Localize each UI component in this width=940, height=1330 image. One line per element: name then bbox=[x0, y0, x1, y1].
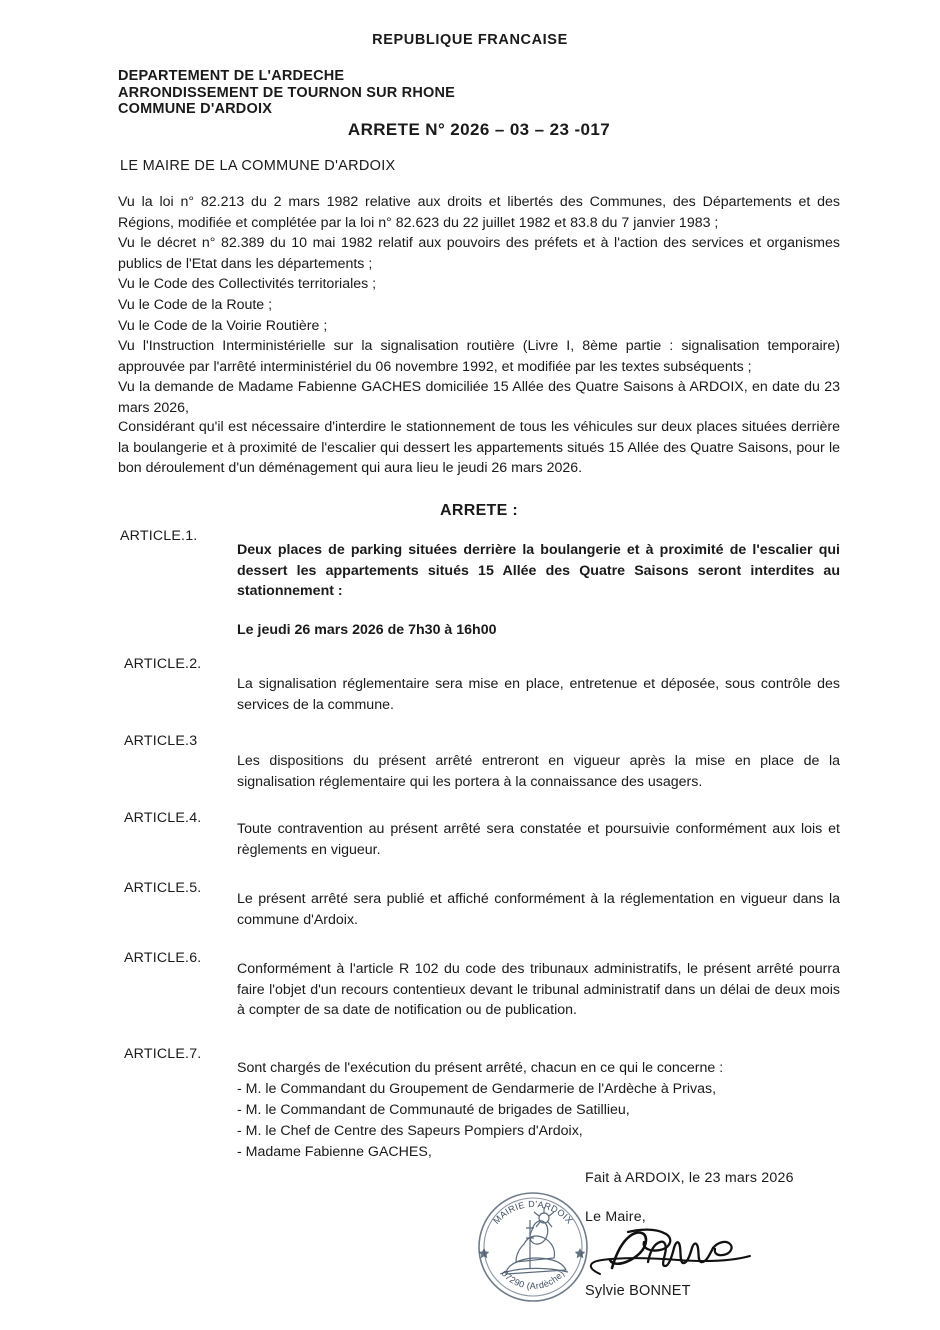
commune-line: COMMUNE D'ARDOIX bbox=[118, 101, 273, 117]
place-and-date: Fait à ARDOIX, le 23 mars 2026 bbox=[585, 1170, 794, 1186]
arrete-number: ARRETE N° 2026 – 03 – 23 -017 bbox=[347, 120, 611, 139]
visa-line-6: Vu l'Instruction Interministérielle sur la signalisation routière (Livre I, 8ème partie : signalisation temporaire) approuvée par l'arrêté interministériel du 06 novembre 1992, et modifiée par les textes subséquents ; bbox=[118, 338, 840, 375]
article-label-5: ARTICLE.5. bbox=[124, 880, 202, 896]
article-label-3: ARTICLE.3 bbox=[124, 733, 198, 749]
stamp-emblem bbox=[500, 1207, 568, 1274]
republic-heading: REPUBLIQUE FRANCAISE bbox=[372, 32, 568, 48]
visa-line-4: Vu le Code de la Route ; bbox=[118, 296, 273, 313]
article-label-1: ARTICLE.1. bbox=[120, 528, 198, 544]
article-recipient-1: - M. le Commandant du Groupement de Gendarmerie de l'Ardèche à Privas, bbox=[237, 1081, 717, 1097]
article-body-1: Deux places de parking situées derrière la boulangerie et à proximité de l'escalier qui dessert les appartements situés 15 Allée des Quatre Saisons seront interdites au stationnement : bbox=[237, 542, 840, 600]
article-schedule-1: Le jeudi 26 mars 2026 de 7h30 à 16h00 bbox=[237, 622, 497, 638]
issuing-authority: LE MAIRE DE LA COMMUNE D'ARDOIX bbox=[120, 158, 396, 174]
handwritten-signature bbox=[582, 1218, 772, 1288]
article-label-2: ARTICLE.2. bbox=[124, 656, 202, 672]
stamp-bottom-text: 07290 (Ardèche) bbox=[499, 1268, 567, 1291]
article-body-5: Le présent arrêté sera publié et affiché conformément à la réglementation en vigueur dans la commune d'Ardoix. bbox=[237, 891, 840, 928]
article-body-7: Sont chargés de l'exécution du présent arrêté, chacun en ce qui le concerne : bbox=[237, 1060, 724, 1076]
department-line: DEPARTEMENT DE L'ARDECHE bbox=[118, 68, 345, 84]
article-body-4: Toute contravention au présent arrêté sera constatée et poursuivie conformément aux lois et règlements en vigueur. bbox=[237, 821, 840, 858]
administrative-header bbox=[118, 68, 455, 118]
article-body-2: La signalisation réglementaire sera mise en place, entretenue et déposée, sous contrôle des services de la commune. bbox=[237, 676, 840, 713]
article-body-6: Conformément à l'article R 102 du code des tribunaux administratifs, le présent arrêté pourra faire l'objet d'un recours contentieux devant le tribunal administratif dans un délai de deux mois à compter de sa date de notification ou de publication. bbox=[237, 961, 840, 1019]
article-label-4: ARTICLE.4. bbox=[124, 810, 202, 826]
article-body-3: Les dispositions du présent arrêté entreront en vigueur après la mise en place de la signalisation réglementaire qui les portera à la connaissance des usagers. bbox=[237, 753, 840, 790]
stamp-star-icon bbox=[479, 1248, 586, 1258]
considerant-paragraph: Considérant qu'il est nécessaire d'interdire le stationnement de tous les véhicules sur deux places situées derrière la boulangerie et à proximité de l'escalier qui dessert les appartements situés 15 Allée des Quatre Saisons, pour le bon déroulement d'un déménagement qui aura lieu le jeudi 26 mars 2026. bbox=[118, 419, 840, 477]
signatory-name: Sylvie BONNET bbox=[585, 1283, 691, 1299]
article-recipient-4: - Madame Fabienne GACHES, bbox=[237, 1144, 432, 1160]
visas-section bbox=[118, 192, 840, 419]
visa-line-7: Vu la demande de Madame Fabienne GACHES domiciliée 15 Allée des Quatre Saisons à ARDOIX, en date du 23 mars 2026, bbox=[118, 379, 840, 416]
visa-line-3: Vu le Code des Collectivités territoriales ; bbox=[118, 276, 377, 293]
article-label-7: ARTICLE.7. bbox=[124, 1046, 202, 1062]
article-recipient-2: - M. le Commandant de Communauté de brigades de Satillieu, bbox=[237, 1102, 630, 1118]
signatory-title: Le Maire, bbox=[585, 1209, 646, 1225]
visa-line-2: Vu le décret n° 82.389 du 10 mai 1982 relatif aux pouvoirs des préfets et à l'action des services et organismes publics de l'Etat dans les départements ; bbox=[118, 235, 840, 272]
article-label-6: ARTICLE.6. bbox=[124, 950, 202, 966]
visa-line-5: Vu le Code de la Voirie Routière ; bbox=[118, 317, 328, 334]
article-recipient-3: - M. le Chef de Centre des Sapeurs Pompiers d'Ardoix, bbox=[237, 1123, 583, 1139]
arrondissement-line: ARRONDISSEMENT DE TOURNON SUR RHONE bbox=[118, 84, 456, 101]
arrete-section-heading: ARRETE : bbox=[440, 502, 518, 519]
official-stamp bbox=[472, 1186, 594, 1308]
stamp-top-text: MAIRIE D'ARDOIX bbox=[491, 1198, 575, 1226]
visa-line-1: Vu la loi n° 82.213 du 2 mars 1982 relative aux droits et libertés des Communes, des Départements et des Régions, modifiée et complétée par la loi n° 82.623 du 22 juillet 1982 et 83.8 du 7 janvier 1983 ; bbox=[118, 194, 840, 231]
